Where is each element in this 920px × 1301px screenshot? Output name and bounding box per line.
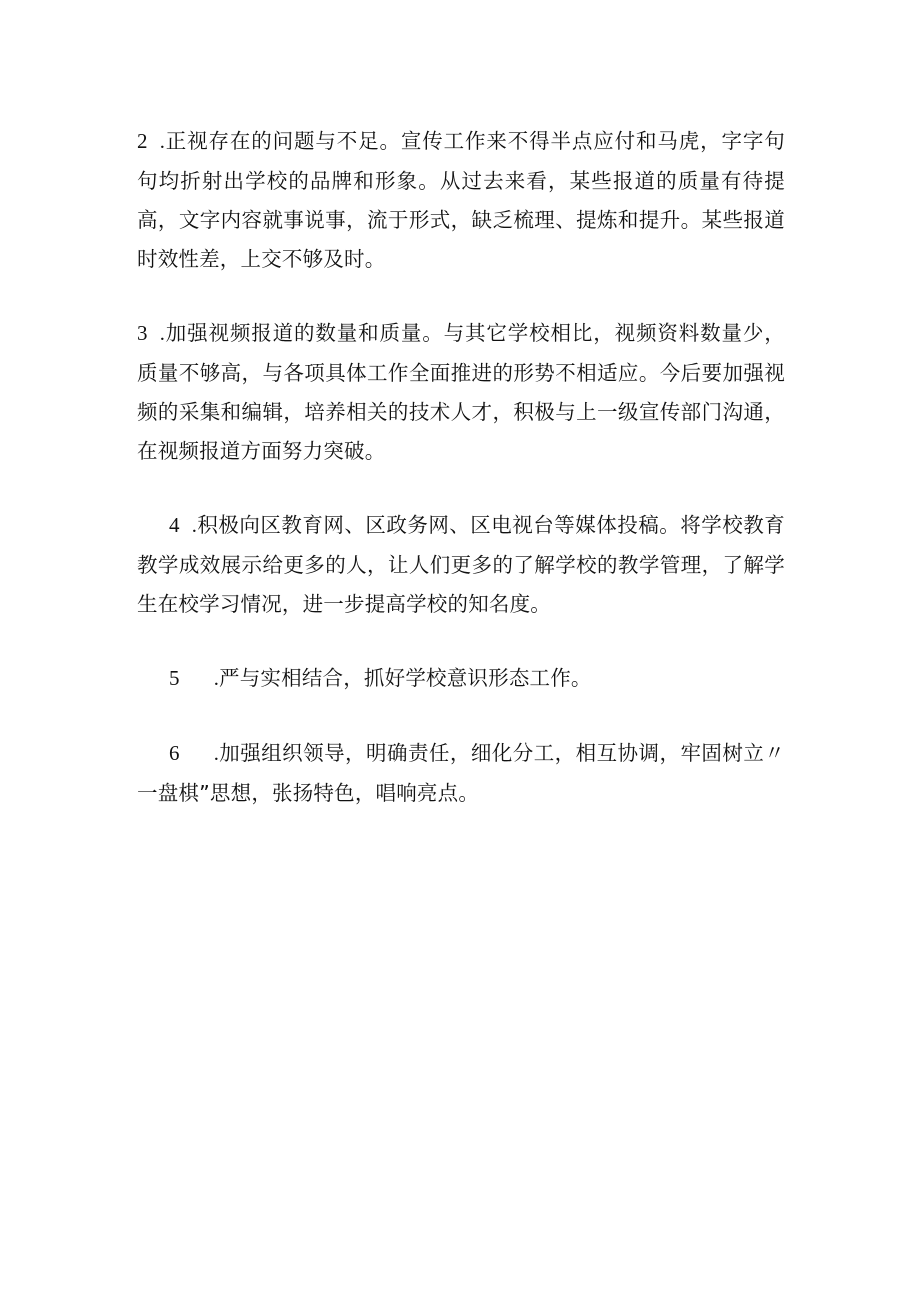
paragraph-item-6 [137, 734, 785, 813]
paragraph-number: 6 [169, 741, 180, 765]
paragraph-text: 严与实相结合，抓好学校意识形态工作。 [219, 666, 592, 690]
paragraph-item-3 [137, 314, 785, 471]
paragraph-separator: . [159, 323, 166, 345]
paragraph-number: 5 [169, 666, 180, 690]
paragraph-separator: . [213, 743, 220, 765]
paragraph-number: 2 [137, 129, 148, 153]
paragraph-separator: . [159, 131, 166, 153]
paragraph-item-4 [137, 506, 785, 624]
paragraph-separator: . [191, 515, 198, 537]
paragraph-number: 4 [169, 513, 180, 537]
paragraph-item-2 [137, 122, 785, 279]
paragraph-text: 加强组织领导，明确责任，细化分工，相互协调，牢固树立〃一盘棋”思想，张扬特色，唱响亮点。 [137, 741, 785, 805]
paragraph-separator: . [213, 668, 220, 690]
paragraph-number: 3 [137, 321, 148, 345]
document-body [137, 122, 785, 848]
paragraph-item-5 [137, 659, 785, 699]
paragraph-text: 正视存在的问题与不足。宣传工作来不得半点应付和马虎，字字句句均折射出学校的品牌和形象。从过去来看，某些报道的质量有待提高，文字内容就事说事，流于形式，缺乏梳理、提炼和提升。某些报道时效性差，上交不够及时。 [137, 129, 785, 271]
paragraph-text: 积极向区教育网、区政务网、区电视台等媒体投稿。将学校教育教学成效展示给更多的人，让人们更多的了解学校的教学管理，了解学生在校学习情况，进一步提高学校的知名度。 [137, 513, 785, 616]
paragraph-text: 加强视频报道的数量和质量。与其它学校相比，视频资料数量少，质量不够高，与各项具体工作全面推进的形势不相适应。今后要加强视频的采集和编辑，培养相关的技术人才，积极与上一级宣传部门沟通，在视频报道方面努力突破。 [137, 321, 785, 463]
